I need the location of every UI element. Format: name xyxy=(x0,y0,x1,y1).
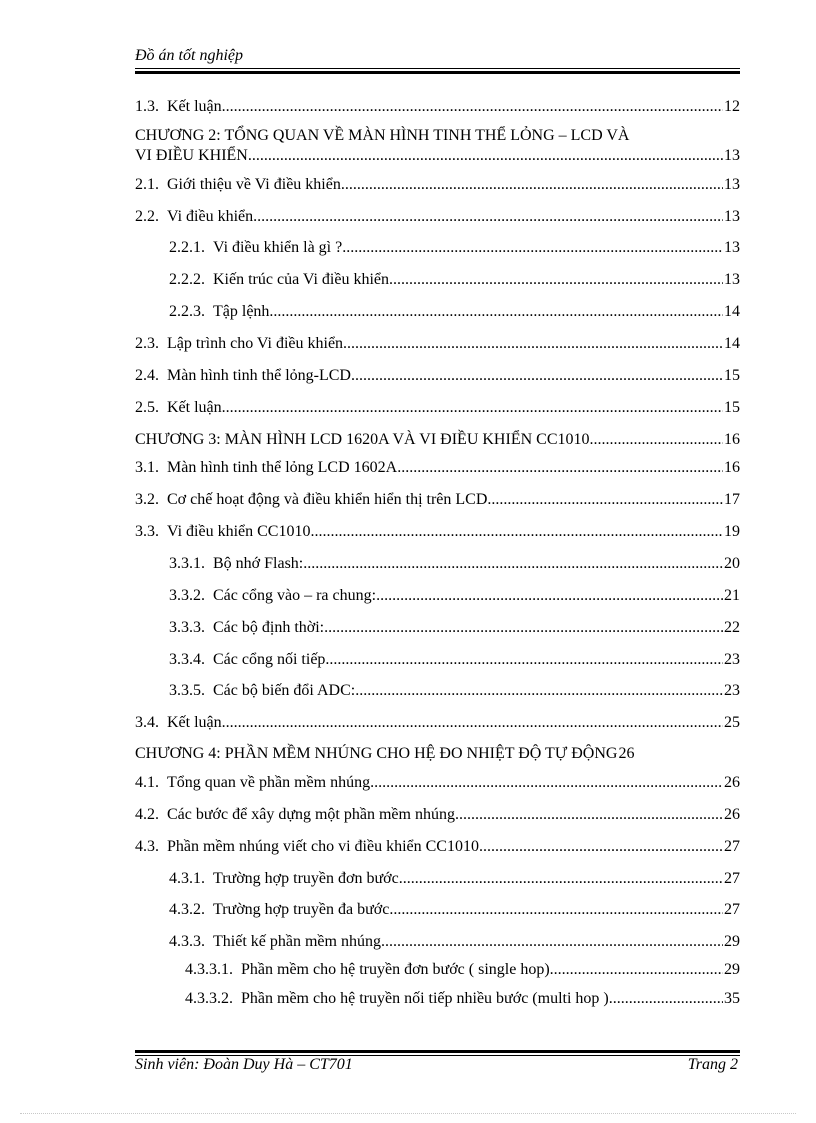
toc-entry[interactable] xyxy=(135,398,740,418)
toc-leader-dots xyxy=(487,490,723,510)
toc-entry-title: Phần mềm cho hệ truyền nối tiếp nhiều bước (multi hop ) xyxy=(241,990,609,1007)
toc-entry-page: 23 xyxy=(724,682,740,699)
toc-leader-dots xyxy=(325,650,723,670)
toc-entry[interactable] xyxy=(169,270,740,290)
toc-leader-dots xyxy=(303,554,723,574)
toc-entry-title: Lập trình cho Vi điều khiển xyxy=(167,335,344,352)
footer-rule-thick xyxy=(135,1050,740,1053)
toc-entry-title: Các bước để xây dựng một phần mềm nhúng xyxy=(167,806,455,823)
toc-entry-number: 3.1. xyxy=(135,459,159,476)
toc-entry[interactable] xyxy=(135,458,740,478)
toc-leader-dots xyxy=(455,805,723,825)
toc-leader-dots xyxy=(370,773,723,793)
toc-entry-page: 13 xyxy=(724,239,740,256)
toc-entry[interactable] xyxy=(169,869,740,889)
toc-entry-title: Cơ chế hoạt động và điều khiển hiển thị trên LCD xyxy=(167,491,488,508)
toc-entry[interactable] xyxy=(135,522,740,542)
toc-chapter[interactable] xyxy=(135,430,740,450)
toc-entry-page: 16 xyxy=(724,459,740,476)
toc-entry-page: 27 xyxy=(724,870,740,887)
toc-entry[interactable] xyxy=(135,366,740,386)
toc-chapter-title: CHƯƠNG 4: PHẦN MỀM NHÚNG CHO HỆ ĐO NHIỆT ĐỘ TỰ ĐỘNG xyxy=(135,745,618,762)
toc-entry-title: Kiến trúc của Vi điều khiển xyxy=(213,271,390,288)
toc-entry-page: 22 xyxy=(724,619,740,636)
toc-entry[interactable] xyxy=(135,207,740,227)
toc-entry-page: 19 xyxy=(724,523,740,540)
toc-entry-page: 23 xyxy=(724,651,740,668)
toc-entry-number: 3.3.3. xyxy=(169,619,205,636)
toc-entry-number: 1.3. xyxy=(135,98,159,115)
toc-entry-page: 15 xyxy=(724,367,740,384)
toc-entry-page: 15 xyxy=(724,399,740,416)
toc-leader-dots xyxy=(351,366,723,386)
toc-entry-title: Tổng quan về phần mềm nhúng xyxy=(167,774,371,791)
toc-entry-title: Vi điều khiển. xyxy=(167,208,258,225)
toc-entry[interactable] xyxy=(135,713,740,733)
toc-entry-number: 2.1. xyxy=(135,176,159,193)
toc-entry-page: 26 xyxy=(724,806,740,823)
toc-entry[interactable] xyxy=(135,773,740,793)
toc-leader-dots xyxy=(479,837,723,857)
toc-entry-page: 25 xyxy=(724,714,740,731)
toc-entry-title: Màn hình tinh thể lỏng-LCD xyxy=(167,367,351,384)
toc-entry-number: 4.3.3.1. xyxy=(185,961,233,978)
toc-leader-dots xyxy=(343,334,723,354)
toc-entry-title: Kết luận xyxy=(167,399,222,416)
toc-leader-dots xyxy=(248,146,723,166)
toc-entry-title: Phần mềm cho hệ truyền đơn bước ( single hop) xyxy=(241,961,550,978)
page-edge-dotted-line xyxy=(20,1113,796,1114)
toc-chapter-title: CHƯƠNG 3: MÀN HÌNH LCD 1620A VÀ VI ĐIỀU KHIỂN CC1010 xyxy=(135,431,590,448)
toc-entry[interactable] xyxy=(169,238,740,258)
toc-entry-number: 2.2.3. xyxy=(169,303,205,320)
toc-entry-page: 13 xyxy=(724,176,740,193)
toc-entry[interactable] xyxy=(169,302,740,322)
toc-entry-number: 2.5. xyxy=(135,399,159,416)
toc-leader-dots xyxy=(397,458,723,478)
toc-entry-page: 12 xyxy=(724,98,740,115)
toc-entry-title: Các bộ biến đổi ADC: xyxy=(213,682,356,699)
toc-entry[interactable] xyxy=(135,97,740,117)
toc-entry-number: 2.2. xyxy=(135,208,159,225)
footer-page-number: Trang 2 xyxy=(687,1056,738,1073)
toc-entry[interactable] xyxy=(169,554,740,574)
toc-entry-number: 3.2. xyxy=(135,491,159,508)
toc-entry-title: Giới thiệu về Vi điều khiển xyxy=(167,176,341,193)
toc-entry-page: 13 xyxy=(724,271,740,288)
toc-chapter[interactable] xyxy=(135,126,740,166)
toc-leader-dots xyxy=(257,207,723,227)
header-title: Đồ án tốt nghiệp xyxy=(135,47,243,64)
toc-leader-dots xyxy=(222,398,723,418)
toc-entry-title: Trường hợp truyền đa bước. xyxy=(213,901,394,918)
toc-leader-dots xyxy=(222,713,723,733)
toc-entry[interactable] xyxy=(169,932,740,952)
toc-entry-title: Màn hình tinh thể lỏng LCD 1602A xyxy=(167,459,398,476)
toc-entry[interactable] xyxy=(169,650,740,670)
toc-entry-number: 3.3.1. xyxy=(169,555,205,572)
toc-entry-page: 27 xyxy=(724,901,740,918)
toc-entry-page: 14 xyxy=(724,335,740,352)
toc-entry[interactable] xyxy=(169,586,740,606)
toc-entry[interactable] xyxy=(135,490,740,510)
toc-entry-page: 16 xyxy=(724,431,740,448)
toc-leader-dots xyxy=(389,270,723,290)
toc-entry-title: Vi điều khiển là gì ? xyxy=(213,239,343,256)
toc-leader-dots xyxy=(393,900,723,920)
toc-entry-title: Trường hợp truyền đơn bước xyxy=(213,870,399,887)
toc-chapter-line2 xyxy=(135,146,740,166)
toc-entry-title: Các bộ định thời: xyxy=(213,619,325,636)
toc-entry-number: 2.2.1. xyxy=(169,239,205,256)
header-rule-thin xyxy=(135,68,740,69)
toc-entry-page: 17 xyxy=(724,491,740,508)
toc-entry-number: 3.3.4. xyxy=(169,651,205,668)
toc-entry-page: 14 xyxy=(724,303,740,320)
toc-entry-title: Các cổng nối tiếp xyxy=(213,651,326,668)
toc-entry-page: 13 xyxy=(724,208,740,225)
toc-entry-title: Bộ nhớ Flash: xyxy=(213,555,304,572)
toc-entry[interactable] xyxy=(169,900,740,920)
toc-entry[interactable] xyxy=(135,334,740,354)
toc-entry-page: 35 xyxy=(724,990,740,1007)
toc-entry-number: 3.3.5. xyxy=(169,682,205,699)
toc-entry[interactable] xyxy=(135,837,740,857)
toc-entry-number: 4.3.1. xyxy=(169,870,205,887)
toc-entry-page: 27 xyxy=(724,838,740,855)
toc-leader-dots xyxy=(269,302,723,322)
toc-entry-number: 4.2. xyxy=(135,806,159,823)
toc-leader-dots xyxy=(310,522,723,542)
toc-leader-dots xyxy=(609,989,723,1009)
toc-entry-number: 3.3.2. xyxy=(169,587,205,604)
toc-entry-page: 21 xyxy=(724,587,740,604)
toc-entry-number: 2.2.2. xyxy=(169,271,205,288)
toc-entry-title: Tập lệnh xyxy=(213,303,270,320)
toc-entry-page: 26 xyxy=(724,774,740,791)
toc-entry-number: 4.1. xyxy=(135,774,159,791)
toc-entry-number: 2.3. xyxy=(135,335,159,352)
toc-entry-number: 4.3.3.2. xyxy=(185,990,233,1007)
toc-entry[interactable] xyxy=(185,960,740,980)
toc-entry-title: Các cổng vào – ra chung: xyxy=(213,587,377,604)
toc-entry[interactable] xyxy=(185,989,740,1009)
toc-leader-dots xyxy=(355,681,723,701)
toc-leader-dots xyxy=(399,869,723,889)
toc-entry-title: Thiết kế phần mềm nhúng xyxy=(213,933,381,950)
toc-entry-number: 3.3. xyxy=(135,523,159,540)
toc-chapter-title: CHƯƠNG 2: TỔNG QUAN VỀ MÀN HÌNH TINH THỂ LỎNG – LCD VÀ xyxy=(135,127,630,144)
toc-entry-title: Vi điều khiển CC1010 xyxy=(167,523,311,540)
toc-entry[interactable] xyxy=(169,681,740,701)
toc-entry-number: 3.4. xyxy=(135,714,159,731)
toc-entry-title: Kết luận xyxy=(167,714,222,731)
toc-entry-page: 29 xyxy=(724,933,740,950)
toc-leader-dots xyxy=(376,586,723,606)
toc-leader-dots xyxy=(342,238,723,258)
toc-entry-number: 4.3. xyxy=(135,838,159,855)
toc-leader-dots xyxy=(222,97,723,117)
toc-entry-number: 4.3.2. xyxy=(169,901,205,918)
toc-leader-dots xyxy=(550,960,723,980)
toc-entry-page: 13 xyxy=(724,147,740,164)
toc-entry-number: 4.3.3. xyxy=(169,933,205,950)
toc-entry[interactable] xyxy=(135,175,740,195)
footer-student: Sinh viên: Đoàn Duy Hà – CT701 xyxy=(135,1056,353,1073)
toc-entry-page: 20 xyxy=(724,555,740,572)
toc-chapter[interactable] xyxy=(135,744,740,764)
toc-entry[interactable] xyxy=(169,618,740,638)
toc-leader-dots xyxy=(589,430,723,450)
toc-entry-title: Phần mềm nhúng viết cho vi điều khiển CC1010 xyxy=(167,838,479,855)
toc-entry-page: 26 xyxy=(618,745,635,762)
toc-entry-page: 29 xyxy=(724,961,740,978)
toc-entry-number: 2.4. xyxy=(135,367,159,384)
toc-chapter-title-cont: VI ĐIỀU KHIỂN xyxy=(135,147,248,164)
header-rule-thick xyxy=(135,71,740,74)
toc-entry[interactable] xyxy=(135,805,740,825)
toc-leader-dots xyxy=(341,175,723,195)
toc-leader-dots xyxy=(324,618,723,638)
toc-entry-title: Kết luận xyxy=(167,98,222,115)
toc-leader-dots xyxy=(381,932,723,952)
